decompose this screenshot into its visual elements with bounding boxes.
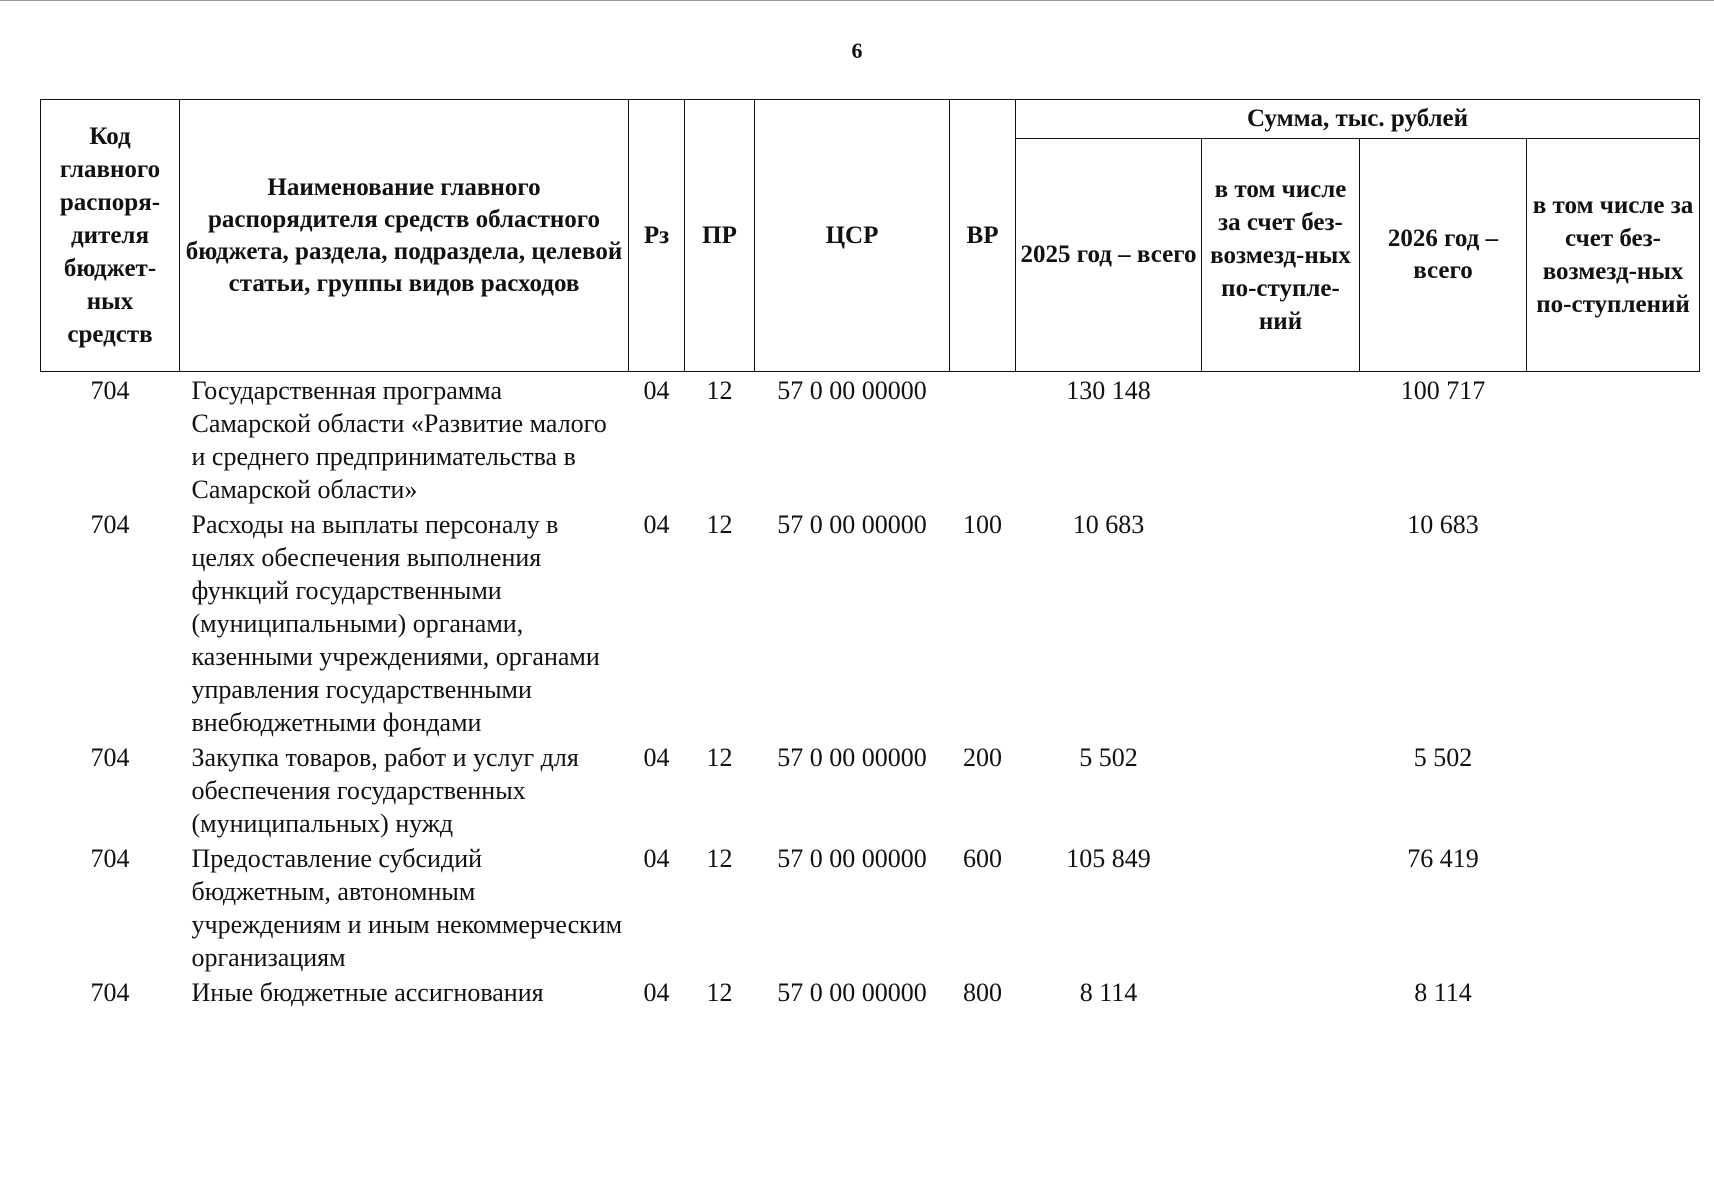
table-row	[41, 506, 1700, 739]
budget-table	[40, 99, 1700, 1009]
header-code: Код главного распоря-дителя бюджет-ных средств	[41, 100, 180, 372]
cell-code: 704	[90, 844, 130, 873]
cell-2026-total: 5 502	[1413, 743, 1473, 772]
header-rz: Рз	[629, 100, 685, 372]
cell-2026-grants	[1527, 974, 1700, 1009]
table-row	[41, 840, 1700, 974]
cell-2025-total: 105 849	[1066, 844, 1151, 873]
header-vr: ВР	[950, 100, 1016, 372]
cell-pr: 12	[706, 743, 733, 772]
cell-rz: 04	[643, 376, 670, 405]
cell-csr: 57 0 00 00000	[777, 978, 927, 1007]
cell-rz: 04	[643, 978, 670, 1007]
cell-2025-grants	[1202, 506, 1360, 739]
cell-code: 704	[90, 510, 130, 539]
cell-2025-total: 10 683	[1072, 510, 1145, 539]
table-row	[41, 372, 1700, 507]
cell-name: Расходы на выплаты персоналу в целях обеспечения выполнения функций государственными (муниципальными) органами, казенными учреждениями, органами управления государственными внебюджетными фондами	[191, 510, 600, 737]
cell-csr: 57 0 00 00000	[777, 376, 927, 405]
cell-2026-grants	[1527, 840, 1700, 974]
cell-2026-total: 10 683	[1407, 510, 1479, 539]
cell-2025-total: 5 502	[1079, 743, 1138, 772]
cell-name: Государственная программа Самарской области «Развитие малого и среднего предпринимательства в Самарской области»	[191, 376, 607, 504]
cell-2025-grants	[1202, 372, 1360, 507]
cell-vr: 800	[963, 978, 1002, 1007]
cell-2025-grants	[1202, 739, 1360, 840]
cell-2026-total: 8 114	[1414, 978, 1472, 1007]
cell-name: Предоставление субсидий бюджетным, автономным учреждениям и иным некоммерческим организациям	[191, 844, 623, 972]
table-row	[41, 974, 1700, 1009]
header-pr: ПР	[685, 100, 755, 372]
table-header	[41, 100, 1700, 372]
cell-2026-grants	[1527, 739, 1700, 840]
cell-pr: 12	[706, 844, 733, 873]
cell-csr: 57 0 00 00000	[777, 510, 927, 539]
cell-pr: 12	[706, 510, 733, 539]
cell-csr: 57 0 00 00000	[777, 844, 927, 873]
header-2025-total: 2025 год – всего	[1016, 139, 1202, 372]
cell-csr: 57 0 00 00000	[777, 743, 927, 772]
cell-2025-total: 130 148	[1066, 376, 1151, 405]
cell-name: Иные бюджетные ассигнования	[191, 978, 544, 1007]
table-row	[41, 739, 1700, 840]
cell-code: 704	[90, 978, 130, 1007]
header-2026-total: 2026 год – всего	[1360, 139, 1527, 372]
cell-vr	[950, 372, 1016, 507]
cell-2026-grants	[1527, 506, 1700, 739]
cell-name: Закупка товаров, работ и услуг для обеспечения государственных (муниципальных) нужд	[191, 743, 579, 838]
cell-pr: 12	[706, 376, 733, 405]
cell-code: 704	[90, 376, 130, 405]
cell-vr: 200	[963, 743, 1002, 772]
header-2025-grants: в том числе за счет без-возмезд-ных по-ступле-ний	[1202, 139, 1360, 372]
cell-2025-grants	[1202, 840, 1360, 974]
cell-2026-total: 100 717	[1400, 376, 1486, 405]
cell-2025-total: 8 114	[1079, 978, 1138, 1007]
header-2026-grants: в том числе за счет без-возмезд-ных по-ступлений	[1527, 139, 1700, 372]
header-name: Наименование главного распорядителя средств областного бюджета, раздела, подраздела, целевой статьи, группы видов расходов	[180, 100, 629, 372]
cell-vr: 100	[963, 510, 1002, 539]
cell-rz: 04	[643, 510, 670, 539]
table-body	[41, 372, 1700, 1010]
cell-pr: 12	[706, 978, 733, 1007]
cell-2026-total: 76 419	[1407, 844, 1479, 873]
cell-rz: 04	[643, 743, 670, 772]
cell-rz: 04	[643, 844, 670, 873]
cell-vr: 600	[963, 844, 1002, 873]
top-rule	[0, 0, 1714, 1]
header-csr: ЦСР	[755, 100, 950, 372]
cell-code: 704	[90, 743, 130, 772]
cell-2025-grants	[1202, 974, 1360, 1009]
cell-2026-grants	[1527, 372, 1700, 507]
header-sum-group: Сумма, тыс. рублей	[1016, 100, 1700, 139]
page-number: 6	[851, 38, 863, 63]
